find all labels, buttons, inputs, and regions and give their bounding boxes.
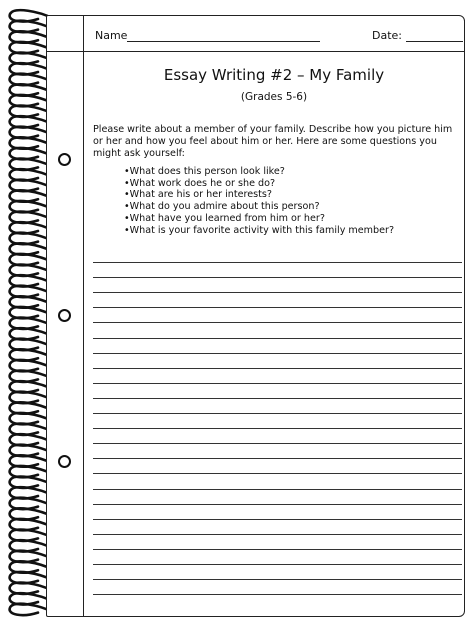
writing-line — [93, 277, 462, 278]
margin-line — [83, 16, 84, 616]
writing-line — [93, 473, 462, 474]
binder-hole — [58, 309, 71, 322]
writing-line — [93, 579, 462, 580]
writing-line — [93, 519, 462, 520]
writing-line — [93, 322, 462, 323]
list-item: • What does this person look like? — [124, 166, 394, 178]
writing-line — [93, 338, 462, 339]
writing-line — [93, 504, 462, 505]
writing-line — [93, 428, 462, 429]
date-blank[interactable] — [406, 30, 463, 42]
question-list — [124, 166, 394, 236]
name-label: Name — [95, 29, 128, 42]
notebook-paper — [46, 15, 465, 617]
binder-hole — [58, 153, 71, 166]
writing-line — [93, 458, 462, 459]
name-field[interactable] — [95, 29, 320, 42]
writing-line — [93, 262, 462, 263]
writing-line — [93, 443, 462, 444]
date-field[interactable] — [372, 29, 463, 42]
writing-line — [93, 534, 462, 535]
list-item: • What is your favorite activity with this family member? — [124, 225, 394, 237]
writing-line — [93, 398, 462, 399]
writing-line — [93, 353, 462, 354]
writing-line — [93, 489, 462, 490]
list-item: • What work does he or she do? — [124, 178, 394, 190]
instructions: Please write about a member of your family. Describe how you picture him or her and how you feel about him or her. Here are some questions you might ask yourself: — [93, 124, 453, 159]
date-label: Date: — [372, 29, 402, 42]
writing-line — [93, 594, 462, 595]
page-title: Essay Writing #2 – My Family — [163, 66, 385, 84]
header-divider — [47, 51, 464, 52]
writing-line — [93, 413, 462, 414]
writing-line — [93, 307, 462, 308]
grade-level: (Grades 5-6) — [240, 91, 308, 103]
writing-line — [93, 549, 462, 550]
list-item: • What are his or her interests? — [124, 189, 394, 201]
writing-line — [93, 564, 462, 565]
name-blank[interactable] — [127, 30, 320, 42]
binder-hole — [58, 455, 71, 468]
writing-line — [93, 383, 462, 384]
list-item: • What have you learned from him or her? — [124, 213, 394, 225]
writing-line — [93, 368, 462, 369]
list-item: • What do you admire about this person? — [124, 201, 394, 213]
writing-line — [93, 292, 462, 293]
